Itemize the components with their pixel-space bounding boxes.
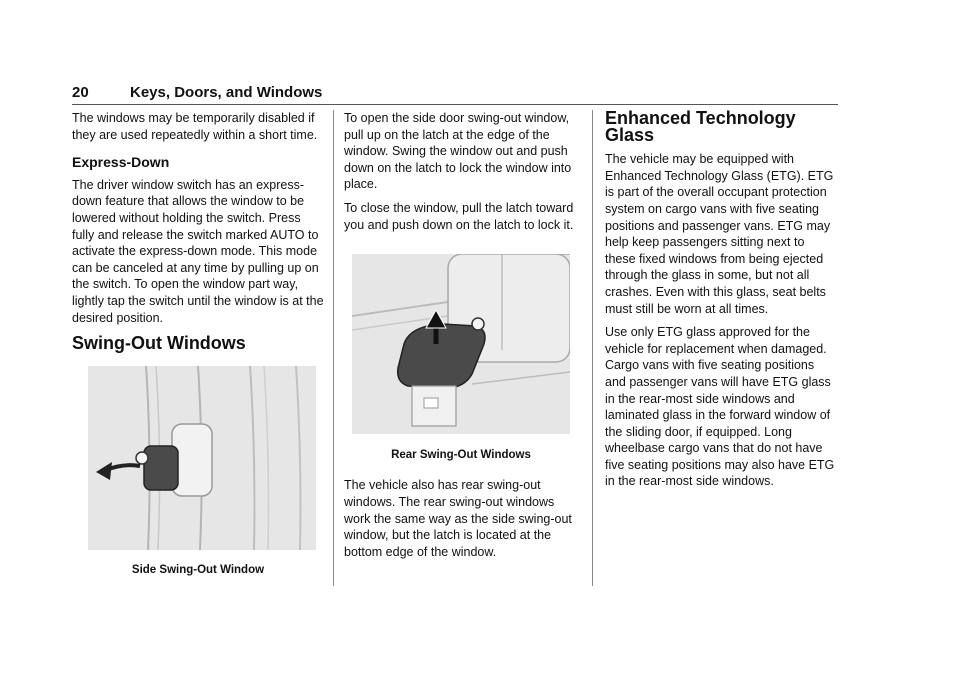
column-2 — [344, 110, 578, 567]
intro-paragraph: The windows may be temporarily disabled if they are used repeatedly within a short time. — [72, 111, 318, 142]
column-1 — [72, 110, 324, 579]
page-header — [72, 84, 838, 104]
side-swing-out-illustration — [88, 366, 316, 550]
figure-caption: Side Swing-Out Window — [131, 564, 265, 577]
close-window-paragraph: To close the window, pull the latch toward you and push down on the latch to lock it. — [344, 200, 574, 232]
section-title: Keys, Doors, and Windows — [130, 84, 323, 101]
column-divider — [333, 110, 334, 586]
header-rule — [72, 104, 838, 105]
page-number: 20 — [72, 84, 89, 101]
swing-out-heading: Swing-Out Windows — [72, 333, 246, 354]
figure-caption: Rear Swing-Out Windows — [391, 448, 531, 461]
etg-paragraph-1: The vehicle may be equipped with Enhanced Technology Glass (ETG). ETG is part of the overall occupant protection system on cargo vans with five seating positions and passenger vans. ETG may help keep passengers sitting next to these fixed windows from being ejected through the glass in some, but not all crashes. Even with this glass, seat belts must still be worn at all times. — [605, 152, 834, 316]
rear-swing-out-figure — [344, 240, 578, 463]
express-down-paragraph: The driver window switch has an express-down feature that allows the window to be lowered without holding the switch. Press fully and release the switch marked AUTO to activate the express-down mode. This mode can be canceled at any time by pulling up on the switch. To open the window part way, lightly tap the switch until the window is at the desired position. — [72, 177, 324, 325]
rear-windows-paragraph: The vehicle also has rear swing-out windows. The rear swing-out windows work the same way as the side swing-out window, but the latch is located at the bottom edge of the window. — [344, 478, 572, 559]
open-window-paragraph: To open the side door swing-out window, pull up on the latch at the edge of the window. Swing the window out and push down on the latch to lock the window into place. — [344, 111, 572, 192]
etg-heading: Enhanced Technology Glass — [605, 108, 796, 145]
side-swing-out-figure — [72, 360, 324, 579]
etg-paragraph-2: Use only ETG glass approved for the vehicle for replacement when damaged. Cargo vans with five seating positions and passenger vans will have ETG glass in the rear-most side windows and laminated glass in the forward window of the sliding door, if equipped. Long wheelbase cargo vans that do not have five seating positions may also have ETG in the rear-most side windows. — [605, 325, 835, 489]
column-3 — [605, 110, 838, 497]
rear-swing-out-illustration — [352, 254, 570, 434]
column-divider — [592, 110, 593, 586]
express-down-heading: Express-Down — [72, 154, 170, 171]
